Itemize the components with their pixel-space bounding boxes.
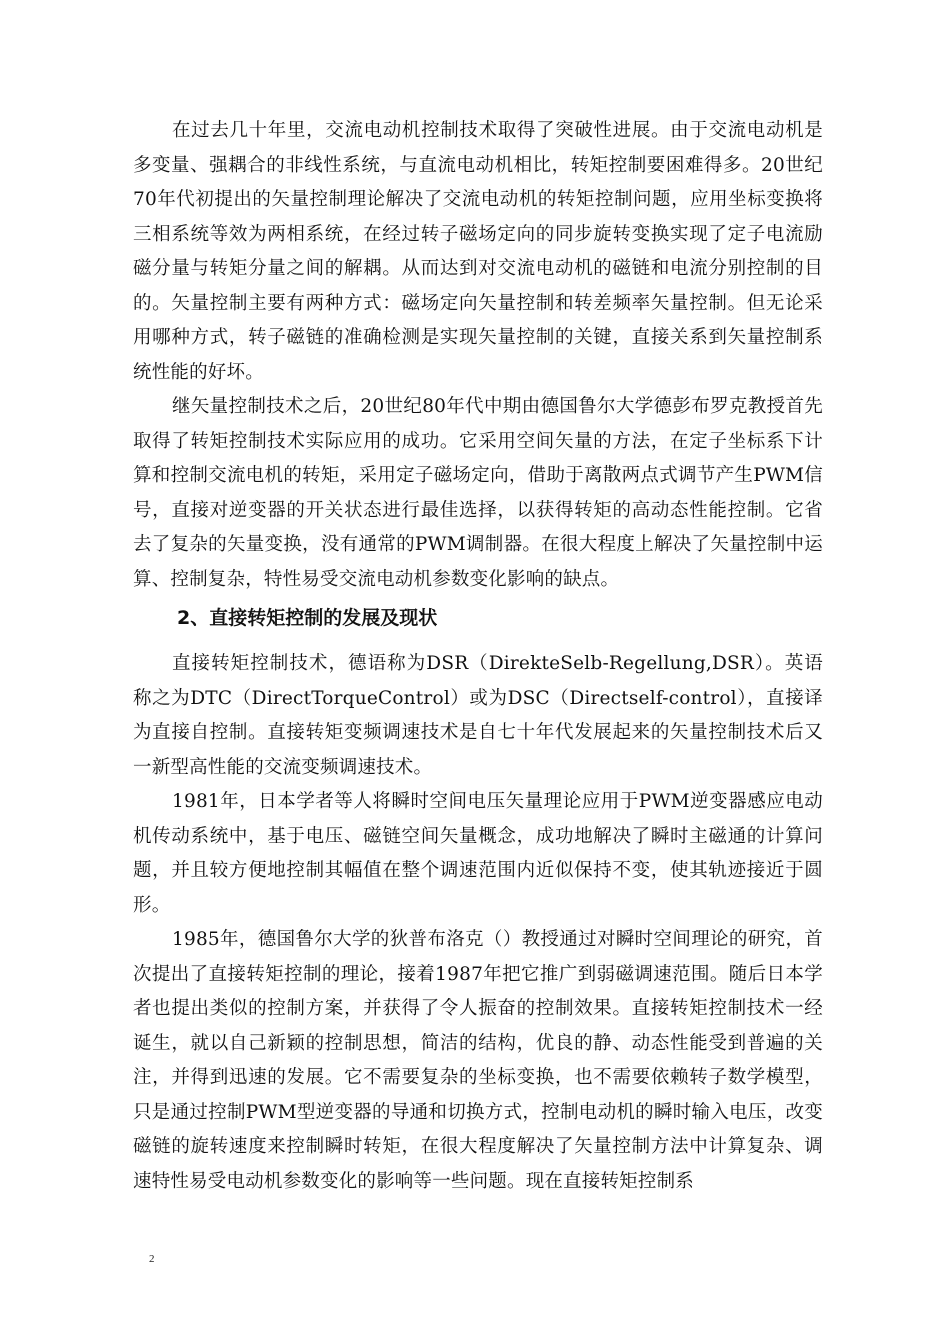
document-body xyxy=(133,114,823,1199)
section-heading: 2、直接转矩控制的发展及现状 xyxy=(177,607,438,629)
paragraph-1985-research: 1985年，德国鲁尔大学的狄普布洛克（）教授通过对瞬时空间理论的研究，首次提出了直接转矩控制的理论，接着1987年把它推广到弱磁调速范围。随后日本学者也提出类似的控制方案，并获得了令人振奋的控制效果。直接转矩控制技术一经诞生，就以自己新颖的控制思想，简洁的结构，优良的静、动态性能受到普遍的关注，并得到迅速的发展。它不需要复杂的坐标变换，也不需要依赖转子数学模型，只是通过控制PWM型逆变器的导通和切换方式，控制电动机的瞬时输入电压，改变磁链的旋转速度来控制瞬时转矩，在很大程度解决了矢量控制方法中计算复杂、调速特性易受电动机参数变化的影响等一些问题。现在直接转矩控制系 xyxy=(133,929,823,1192)
paragraph-dtc-origin: 继矢量控制技术之后，20世纪80年代中期由德国鲁尔大学德彭布罗克教授首先取得了转矩控制技术实际应用的成功。它采用空间矢量的方法，在定子坐标系下计算和控制交流电机的转矩，采用定子磁场定向，借助于离散两点式调节产生PWM信号，直接对逆变器的开关状态进行最佳选择，以获得转矩的高动态性能控制。它省去了复杂的矢量变换，没有通常的PWM调制器。在很大程度上解决了矢量控制中运算、控制复杂，特性易受交流电动机参数变化影响的缺点。 xyxy=(133,396,823,590)
paragraph-vector-control-history: 在过去几十年里，交流电动机控制技术取得了突破性进展。由于交流电动机是多变量、强耦合的非线性系统，与直流电动机相比，转矩控制要困难得多。20世纪70年代初提出的矢量控制理论解决了交流电动机的转矩控制问题，应用坐标变换将三相系统等效为两相系统，在经过转子磁场定向的同步旋转变换实现了定子电流励磁分量与转矩分量之间的解耦。从而达到对交流电动机的磁链和电流分别控制的目的。矢量控制主要有两种方式：磁场定向矢量控制和转差频率矢量控制。但无论采用哪种方式，转子磁链的准确检测是实现矢量控制的关键，直接关系到矢量控制系统性能的好坏。 xyxy=(133,120,823,383)
page-number: 2 xyxy=(149,1253,155,1265)
paragraph-1981-research: 1981年，日本学者等人将瞬时空间电压矢量理论应用于PWM逆变器感应电动机传动系统中，基于电压、磁链空间矢量概念，成功地解决了瞬时主磁通的计算问题，并且较方便地控制其幅值在整个调速范围内近似保持不变，使其轨迹接近于圆形。 xyxy=(133,791,823,916)
paragraph-dtc-definition: 直接转矩控制技术，德语称为DSR（DirekteSelb-Regellung,DSR）。英语称之为DTC（DirectTorqueControl）或为DSC（Directself-control），直接译为直接自控制。直接转矩变频调速技术是自七十年代发展起来的矢量控制技术后又一新型高性能的交流变频调速技术。 xyxy=(133,653,823,778)
